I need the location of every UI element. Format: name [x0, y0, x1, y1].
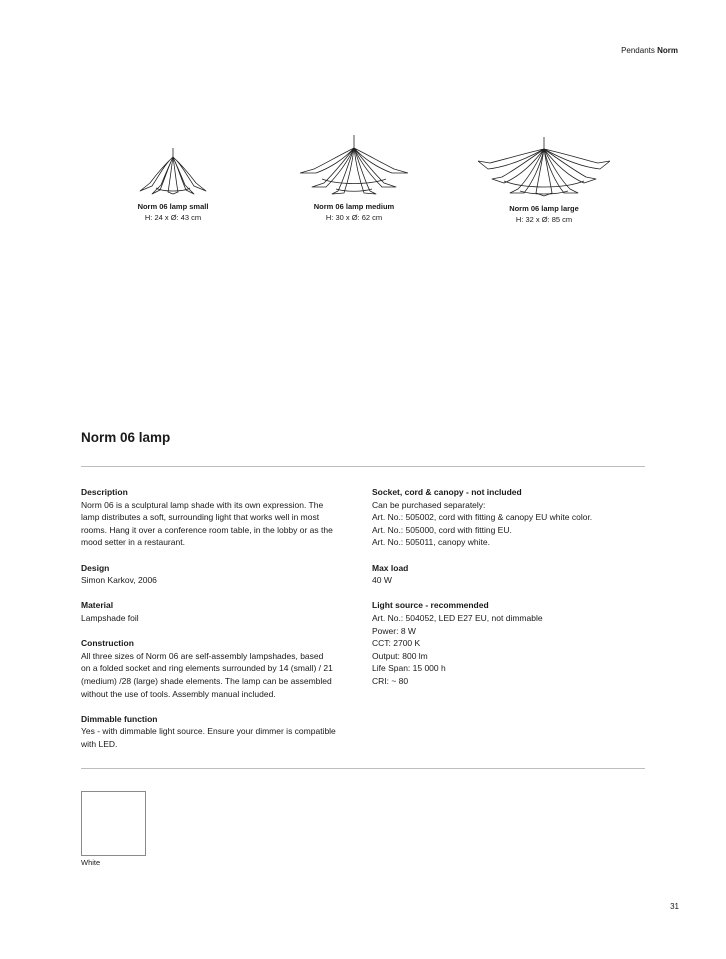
spec-line: Norm 06 is a sculptural lamp shade with its own expression. The — [81, 499, 324, 510]
spec-line: Can be purchased separately: — [372, 499, 486, 510]
spec-heading: Description — [81, 487, 128, 497]
spec-line: Art. No.: 505011, canopy white. — [372, 537, 490, 548]
product-title: Norm 06 lamp — [81, 430, 171, 445]
lamp-small-name: Norm 06 lamp small — [137, 202, 209, 211]
lamp-large-name: Norm 06 lamp large — [509, 204, 579, 213]
top-divider — [81, 466, 645, 467]
spec-line: Simon Karkov, 2006 — [81, 575, 157, 586]
header-collection: Norm — [657, 46, 678, 55]
spec-line: Power: 8 W — [372, 625, 416, 636]
spec-line: mood setter in a restaurant. — [81, 537, 185, 548]
spec-line: Art. No.: 505002, cord with fitting & canopy EU white color. — [372, 512, 593, 523]
spec-heading: Construction — [81, 638, 134, 649]
page-number: 31 — [670, 902, 679, 911]
page-header — [621, 46, 678, 55]
spec-heading: Socket, cord & canopy - not included — [372, 487, 522, 497]
spec-design — [81, 562, 361, 587]
spec-line: 40 W — [372, 575, 392, 586]
spec-line: on a folded socket and ring elements surrounded by 14 (small) / 21 — [81, 663, 333, 674]
spec-line: rooms. Hang it over a conference room table, in the lobby or as the — [81, 524, 333, 535]
header-section: Pendants — [621, 46, 655, 55]
spec-line: Lampshade foil — [81, 612, 139, 623]
spec-socket — [372, 486, 647, 549]
spec-dimmable — [81, 713, 361, 751]
lamp-medium-dims: H: 30 x Ø: 62 cm — [325, 213, 383, 222]
spec-line: Yes - with dimmable light source. Ensure your dimmer is compatible — [81, 726, 336, 737]
spec-line: lamp distributes a soft, surrounding light that works well in most — [81, 512, 320, 523]
lamp-small-drawing-icon — [138, 148, 208, 195]
lamp-small-dims: H: 24 x Ø: 43 cm — [144, 213, 202, 222]
lamp-medium-drawing-icon — [300, 135, 408, 195]
color-swatch-white — [81, 791, 146, 856]
spec-line: (medium) /28 (large) shade elements. The lamp can be assembled — [81, 675, 332, 686]
spec-heading: Design — [81, 562, 110, 573]
lamp-large-drawing-icon — [478, 137, 610, 197]
lamp-medium-name: Norm 06 lamp medium — [313, 202, 395, 211]
lamp-large-figure — [477, 137, 611, 225]
spec-heading: Dimmable function — [81, 713, 158, 724]
lamp-medium-figure — [298, 135, 410, 223]
spec-line: with LED. — [81, 738, 118, 749]
lamp-small-figure — [127, 148, 219, 223]
spec-line: Output: 800 lm — [372, 650, 428, 661]
spec-line: Art. No.: 504052, LED E27 EU, not dimmable — [372, 612, 543, 623]
spec-line: without the use of tools. Assembly manual included. — [81, 688, 276, 699]
spec-construction — [81, 637, 361, 700]
spec-line: All three sizes of Norm 06 are self-assembly lampshades, based — [81, 650, 324, 661]
spec-line: CCT: 2700 K — [372, 638, 421, 649]
spec-line: CRI: ~ 80 — [372, 675, 409, 686]
spec-light-source — [372, 599, 647, 687]
spec-heading: Max load — [372, 562, 409, 573]
lamp-large-dims: H: 32 x Ø: 85 cm — [515, 215, 573, 224]
spec-description — [81, 486, 361, 549]
spec-heading: Material — [81, 600, 114, 611]
spec-max-load — [372, 562, 647, 587]
left-spec-column — [81, 486, 361, 763]
bottom-divider — [81, 768, 645, 769]
spec-line: Art. No.: 505000, cord with fitting EU. — [372, 524, 512, 535]
spec-line: Life Span: 15 000 h — [372, 663, 446, 674]
right-spec-column — [372, 486, 647, 700]
spec-material — [81, 599, 361, 624]
spec-heading: Light source - recommended — [372, 600, 489, 611]
color-swatch-label: White — [81, 858, 101, 867]
